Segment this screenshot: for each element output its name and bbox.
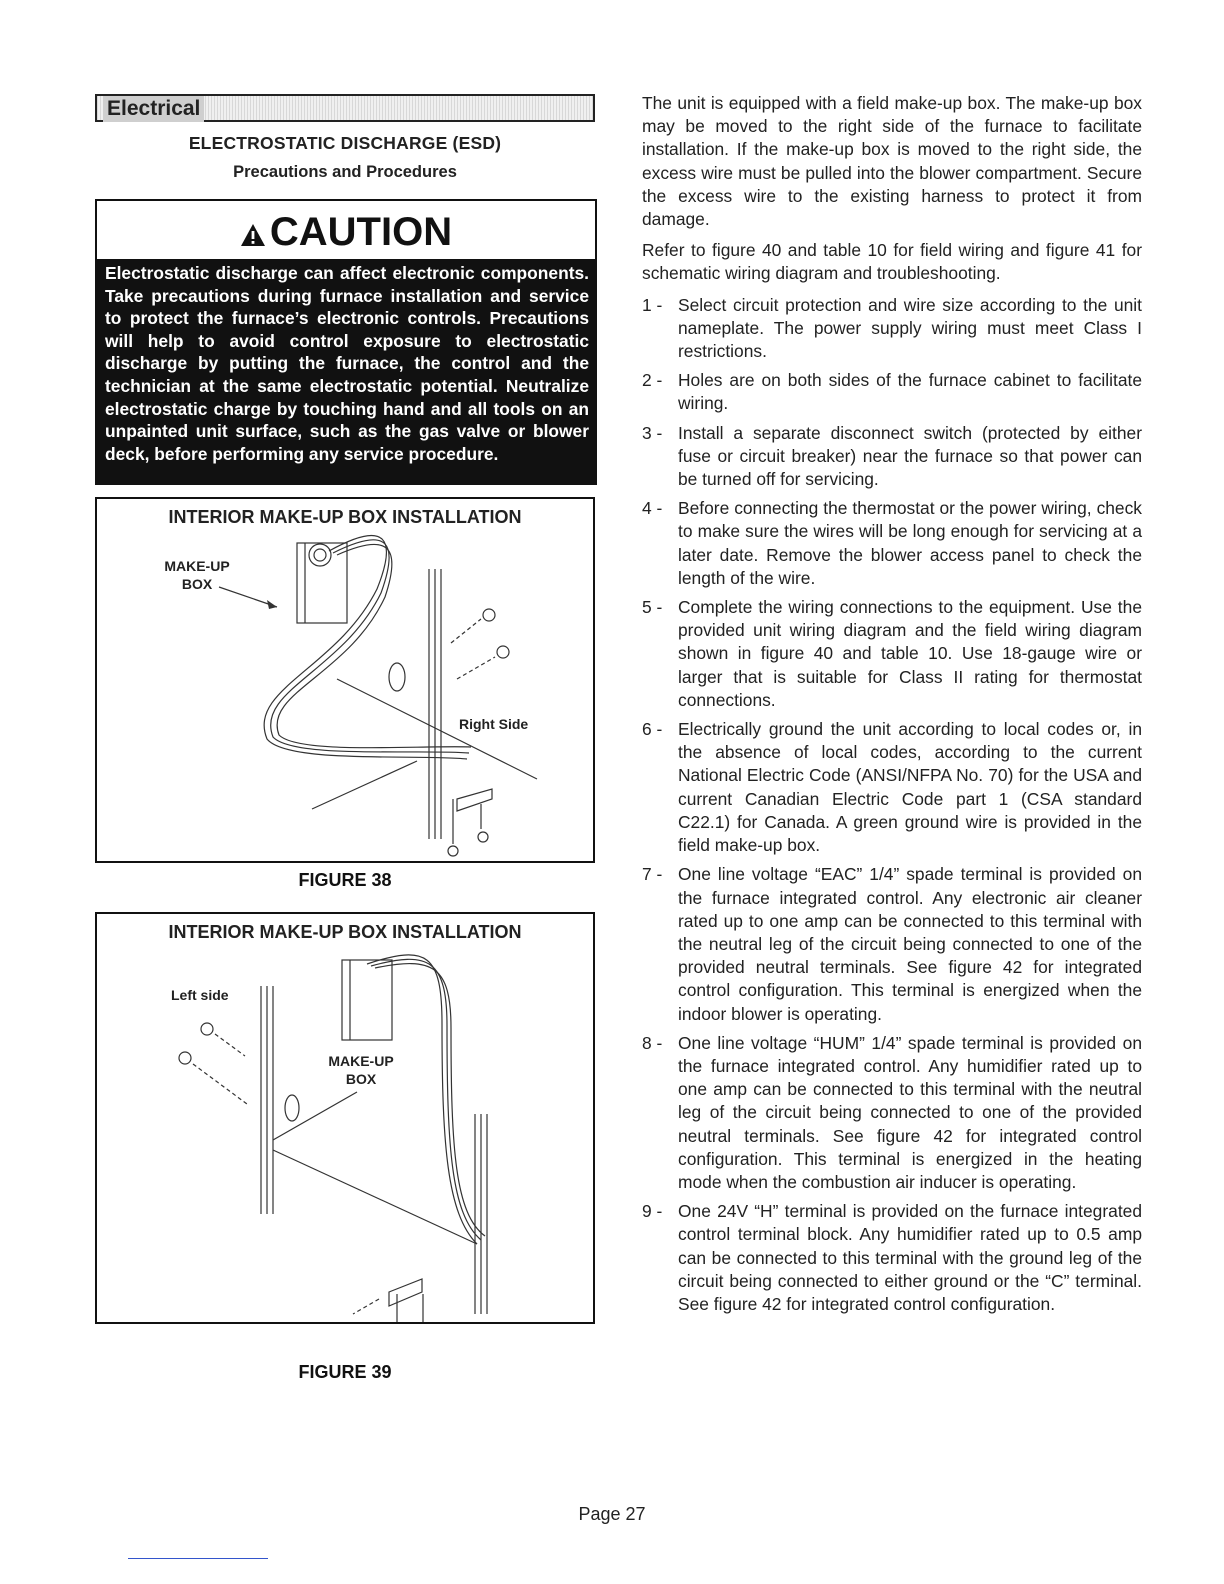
- section-header: [95, 94, 595, 122]
- footer-divider: [128, 1558, 268, 1559]
- esd-subtitle: Precautions and Procedures: [233, 163, 457, 181]
- esd-title: ELECTROSTATIC DISCHARGE (ESD): [188, 133, 502, 153]
- right-side-label: Right Side: [459, 716, 529, 732]
- refer-paragraph: Refer to figure 40 and table 10 for field wiring and figure 41 for schematic wiring diagram and troubleshooting.: [642, 240, 1142, 284]
- step-text: One line voltage “EAC” 1/4” spade terminal is provided on the furnace integrated control. Any electronic air cleaner rated up to one amp can be connected to this terminal with the neutral leg of the circuit being connected to one of the provided neutral terminals. See figure 42 for integrated control configuration. This terminal is energized when the indoor blower is operating.: [678, 864, 1142, 1024]
- warning-triangle-icon: [240, 209, 266, 259]
- list-item: [642, 1200, 1142, 1316]
- make-up-box-label-2: BOX: [345, 1071, 377, 1087]
- left-side-label: Left side: [171, 987, 229, 1003]
- step-number: 2 -: [642, 370, 663, 391]
- figure-38-caption: FIGURE 38: [298, 870, 392, 890]
- figure-38-box: [95, 497, 595, 863]
- step-text: Before connecting the thermostat or the power wiring, check to make sure the wires will be long enough for servicing at a later date. Remove the blower access panel to check the length of the wire.: [678, 498, 1142, 588]
- figure-39-caption: FIGURE 39: [298, 1362, 392, 1382]
- step-text: Install a separate disconnect switch (protected by either fuse or circuit breaker) near the furnace so that power can be turned off for servicing.: [678, 422, 1142, 490]
- list-item: [642, 497, 1142, 590]
- figure-39-title: INTERIOR MAKE-UP BOX INSTALLATION: [168, 922, 522, 942]
- list-item: [642, 1032, 1142, 1194]
- right-column: [642, 92, 1142, 1322]
- list-item: [642, 369, 1142, 415]
- figure-38-drawing: [97, 499, 593, 861]
- page-number: Page 27: [578, 1504, 646, 1524]
- step-number: 5 -: [642, 597, 663, 618]
- step-text: One 24V “H” terminal is provided on the furnace integrated control terminal block. Any humidifier rated up to 0.5 amp can be connected to this terminal with the ground leg of the circuit being connected to either ground or the “C” terminal. See figure 42 for integrated control configuration.: [678, 1201, 1142, 1314]
- step-text: Holes are on both sides of the furnace cabinet to facilitate wiring.: [678, 370, 1142, 414]
- step-number: 1 -: [642, 294, 663, 315]
- section-title: Electrical: [103, 96, 204, 122]
- step-number: 9 -: [642, 1201, 663, 1222]
- caution-heading: [97, 207, 595, 257]
- list-item: [642, 294, 1142, 364]
- make-up-box-label-1: MAKE-UP: [164, 558, 230, 574]
- list-item: [642, 718, 1142, 857]
- list-item: [642, 863, 1142, 1025]
- list-item: [642, 596, 1142, 712]
- step-text: Select circuit protection and wire size according to the unit nameplate. The power supply wiring must meet Class I restrictions.: [678, 294, 1142, 362]
- figure-39-drawing: [97, 914, 593, 1322]
- intro-paragraph: The unit is equipped with a field make-up box. The make-up box may be moved to the right side of the furnace to facilitate installation. If the make-up box is moved to the right side, the excess wire must be pulled into the blower compartment. Secure the excess wire to the existing harness to protect it from damage.: [642, 93, 1142, 230]
- step-number: 6 -: [642, 719, 663, 740]
- figure-38-title: INTERIOR MAKE-UP BOX INSTALLATION: [168, 507, 522, 527]
- make-up-box-label-1: MAKE-UP: [328, 1053, 394, 1069]
- step-text: Complete the wiring connections to the equipment. Use the provided unit wiring diagram and the field wiring diagram shown in figure 40 and table 10. Use 18-gauge wire or larger that is suitable for Class II rating for thermostat connections.: [678, 597, 1142, 710]
- step-text: Electrically ground the unit according to local codes or, in the absence of local codes, according to the current National Electric Code (ANSI/NFPA No. 70) for the USA and current Canadian Electric Code part 1 (CSA standard C22.1) for Canada. A green ground wire is provided in the field make-up box.: [678, 719, 1142, 856]
- figure-39-box: [95, 912, 595, 1324]
- caution-box: [95, 199, 597, 485]
- caution-text: Electrostatic discharge can affect electronic components. Take precautions during furnace installation and service to protect the furnace’s electronic controls. Precautions will help to avoid control exposure to electrostatic discharge by putting the furnace, the control and the technician at the same electrostatic potential. Neutralize electrostatic charge by touching hand and all tools on an unpainted unit surface, such as the gas valve or blower deck, before performing any service procedure.: [97, 259, 595, 483]
- step-number: 4 -: [642, 498, 663, 519]
- step-number: 3 -: [642, 422, 663, 443]
- step-text: One line voltage “HUM” 1/4” spade terminal is provided on the furnace integrated control. Any humidifier rated up to one amp can be connected to this terminal with the neutral leg of the circuit being connected to one of the provided neutral terminals. See figure 42 for integrated control configuration. This terminal is energized in the heating mode when the combustion air inducer is operating.: [678, 1032, 1142, 1192]
- make-up-box-label-2: BOX: [181, 576, 213, 592]
- step-number: 7 -: [642, 864, 663, 885]
- list-item: [642, 422, 1142, 492]
- step-number: 8 -: [642, 1032, 663, 1053]
- caution-title: CAUTION: [269, 210, 453, 254]
